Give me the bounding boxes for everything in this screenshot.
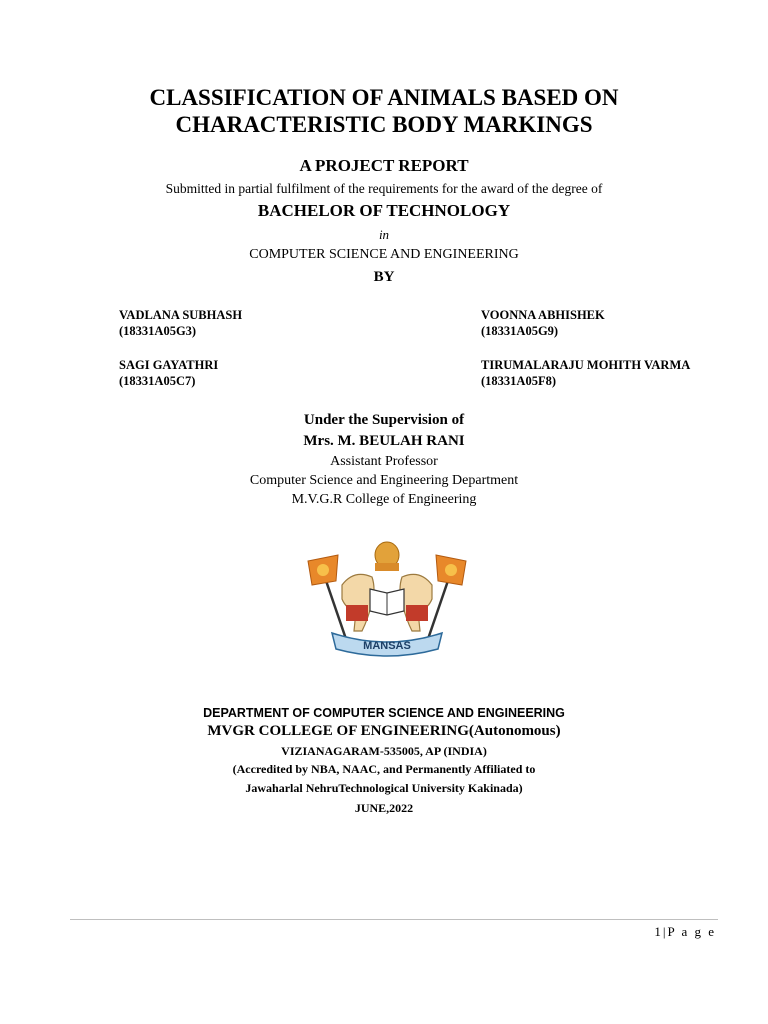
report-title bbox=[0, 84, 768, 138]
student-3 bbox=[119, 357, 218, 389]
department-name: DEPARTMENT OF COMPUTER SCIENCE AND ENGINEERING bbox=[203, 706, 565, 720]
student-name: VADLANA SUBHASH bbox=[119, 308, 243, 322]
student-name: TIRUMALARAJU MOHITH VARMA bbox=[481, 358, 691, 372]
degree-name: BACHELOR OF TECHNOLOGY bbox=[257, 201, 511, 220]
footer-divider bbox=[70, 919, 718, 920]
student-roll: (18331A05G9) bbox=[481, 324, 559, 338]
student-4 bbox=[481, 357, 690, 389]
branch-name: COMPUTER SCIENCE AND ENGINEERING bbox=[249, 247, 519, 262]
mansas-emblem-icon bbox=[302, 539, 472, 657]
student-name: VOONNA ABHISHEK bbox=[481, 308, 605, 322]
accreditation-line-1: (Accredited by NBA, NAAC, and Permanently Affiliated to bbox=[232, 762, 536, 776]
supervisor-department: Computer Science and Engineering Department bbox=[249, 473, 519, 488]
student-roll: (18331A05C7) bbox=[119, 374, 196, 388]
report-date: JUNE,2022 bbox=[354, 801, 414, 815]
accreditation-line-2: Jawaharlal NehruTechnological University Kakinada) bbox=[245, 781, 523, 795]
page-separator: | bbox=[662, 924, 668, 939]
college-name: MVGR COLLEGE OF ENGINEERING(Autonomous) bbox=[207, 723, 561, 739]
student-name: SAGI GAYATHRI bbox=[119, 358, 219, 372]
supervisor-designation: Assistant Professor bbox=[330, 454, 438, 469]
student-2 bbox=[481, 307, 605, 339]
supervisor-name: Mrs. M. BEULAH RANI bbox=[303, 433, 465, 449]
supervisor-college: M.V.G.R College of Engineering bbox=[291, 492, 477, 507]
in-label: in bbox=[378, 227, 390, 242]
project-report-heading: A PROJECT REPORT bbox=[299, 156, 469, 175]
student-1 bbox=[119, 307, 242, 339]
title-line-1: CLASSIFICATION OF ANIMALS BASED ON bbox=[149, 85, 619, 110]
page-label: P a g e bbox=[667, 924, 716, 939]
by-label: BY bbox=[373, 269, 395, 285]
title-line-2: CHARACTERISTIC BODY MARKINGS bbox=[175, 112, 593, 137]
submission-statement: Submitted in partial fulfilment of the requirements for the award of the degree of bbox=[165, 181, 603, 196]
supervision-heading: Under the Supervision of bbox=[303, 412, 465, 428]
student-roll: (18331A05G3) bbox=[119, 324, 197, 338]
college-address: VIZIANAGARAM-535005, AP (INDIA) bbox=[281, 744, 487, 758]
student-roll: (18331A05F8) bbox=[481, 374, 556, 388]
logo-text: MANSAS bbox=[363, 640, 411, 652]
page-footer bbox=[654, 924, 716, 940]
page-number: 1 bbox=[654, 924, 663, 939]
